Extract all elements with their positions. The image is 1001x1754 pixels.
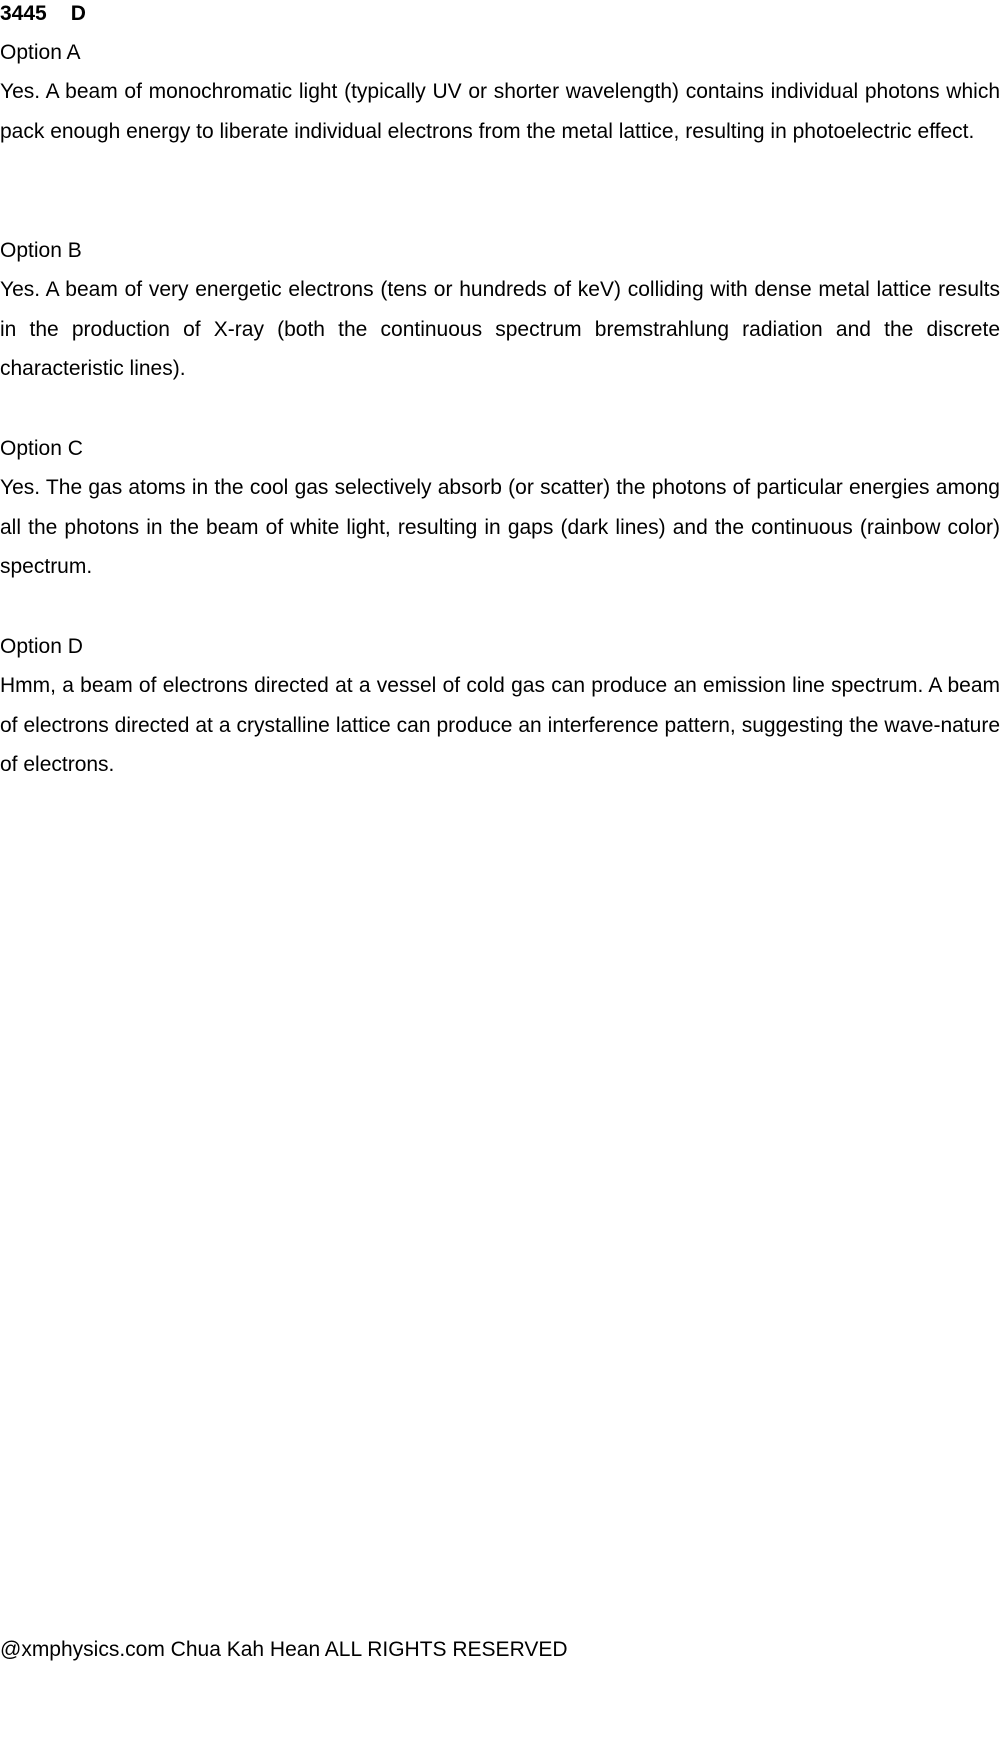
option-a-title: Option A xyxy=(0,41,81,64)
option-d-section xyxy=(0,628,1000,785)
option-b-title: Option B xyxy=(0,239,82,262)
option-d-title: Option D xyxy=(0,635,83,658)
option-a-section xyxy=(0,34,1000,151)
option-d-text: Hmm, a beam of electrons directed at a vessel of cold gas can produce an emission line spectrum. A beam of electrons directed at a crystalline lattice can produce an interference pattern, suggesting the wave-nature of electrons. xyxy=(0,674,1000,776)
copyright-footer: @xmphysics.com Chua Kah Hean ALL RIGHTS RESERVED xyxy=(0,1638,568,1661)
answer-letter: D xyxy=(70,2,86,25)
option-a-text: Yes. A beam of monochromatic light (typically UV or shorter wavelength) contains individual photons which pack enough energy to liberate individual electrons from the metal lattice, resulting in photoelectric effect. xyxy=(0,80,1000,143)
option-b-text: Yes. A beam of very energetic electrons (tens or hundreds of keV) colliding with dense metal lattice results in the production of X-ray (both the continuous spectrum bremstrahlung radiation and the discrete characteristic lines). xyxy=(0,278,1000,380)
option-c-section xyxy=(0,430,1000,587)
question-heading xyxy=(0,0,86,28)
option-c-text: Yes. The gas atoms in the cool gas selectively absorb (or scatter) the photons of particular energies among all the photons in the beam of white light, resulting in gaps (dark lines) and the continuous (rainbow color) spectrum. xyxy=(0,476,1000,578)
option-b-section xyxy=(0,232,1000,389)
option-c-title: Option C xyxy=(0,437,83,460)
question-number: 3445 xyxy=(0,2,47,25)
